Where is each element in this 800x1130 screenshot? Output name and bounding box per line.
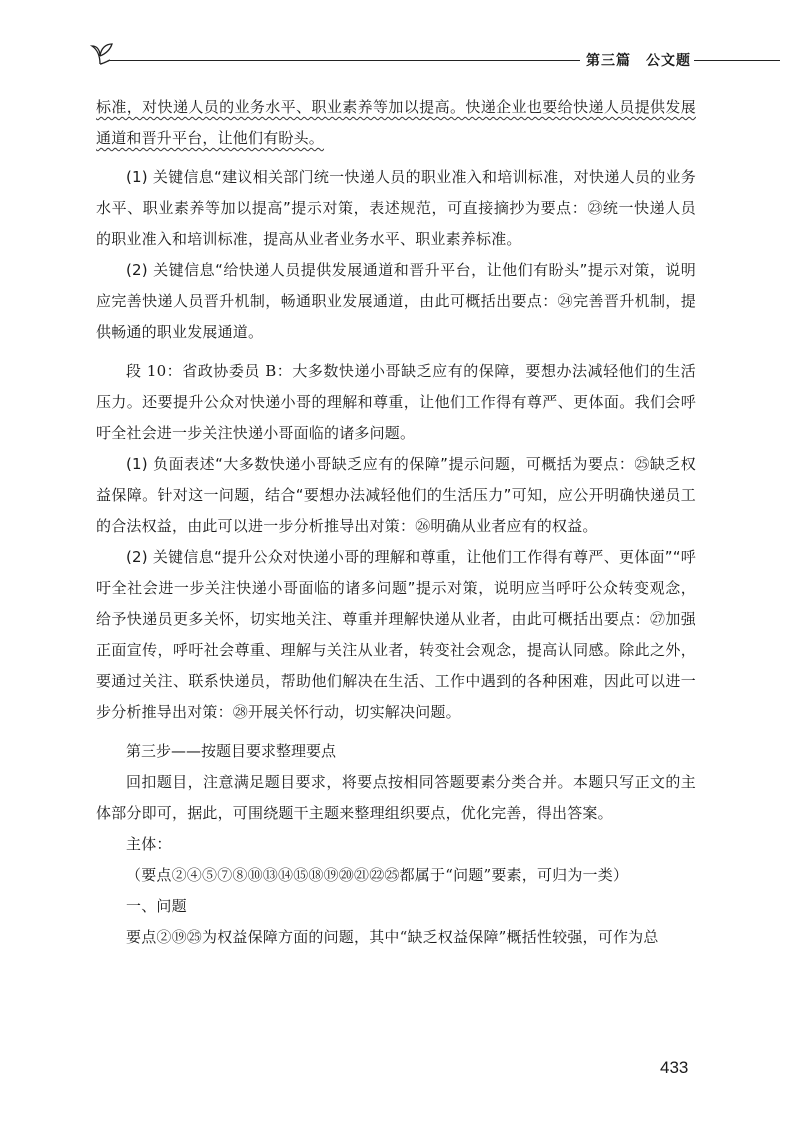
paragraph-quote-continuation: 标准，对快递人员的业务水平、职业素养等加以提高。快递企业也要给快递人员提供发展通道和晋升平台，让他们有盼头。 [96, 98, 696, 147]
leaf-ornament-icon [88, 38, 114, 68]
section-title: 第三篇 公文题 [586, 53, 691, 69]
document-body [96, 92, 696, 953]
step-heading: 第三步——按题目要求整理要点 [126, 742, 337, 760]
running-header [88, 38, 780, 78]
paragraph-section-10: 段 10：省政协委员 B：大多数快递小哥缺乏应有的保障，要想办法减轻他们的生活压力。还要提升公众对快递小哥的理解和尊重，让他们工作得有尊严、更体面。我们会呼吁全社会进一步关注快递小哥面临的诸多问题。 [96, 362, 696, 442]
paragraph-analysis-2: (2) 关键信息“给快递人员提供发展通道和晋升平台，让他们有盼头”提示对策，说明应完善快递人员晋升机制，畅通职业发展通道，由此可概括出要点：㉔完善晋升机制，提供畅通的职业发展通道。 [96, 261, 696, 341]
paragraph-analysis-3: (1) 负面表述“大多数快递小哥缺乏应有的保障”提示问题，可概括为要点：㉕缺乏权益保障。针对这一问题，结合“要想办法减轻他们的生活压力”可知，应公开明确快递员工的合法权益，由此可以进一步分析推导出对策：㉖明确从业者应有的权益。 [96, 455, 696, 535]
header-rule-right [694, 60, 780, 61]
paragraph-points-note: （要点②④⑤⑦⑧⑩⑬⑭⑮⑱⑲⑳㉑㉒㉕都属于“问题”要素，可归为一类） [126, 866, 629, 884]
paragraph-step3-intro: 回扣题目，注意满足题目要求，将要点按相同答题要素分类合并。本题只写正文的主体部分即可，据此，可围绕题干主题来整理组织要点，优化完善，得出答案。 [96, 773, 696, 822]
paragraph-problem-heading: 一、问题 [126, 897, 187, 915]
paragraph-main-label: 主体： [126, 835, 172, 853]
paragraph-analysis-4: (2) 关键信息“提升公众对快递小哥的理解和尊重，让他们工作得有尊严、更体面”“呼吁全社会进一步关注快递小哥面临的诸多问题”提示对策，说明应当呼吁公众转变观念，给予快递员更多关怀，切实地关注、尊重并理解快递从业者，由此可概括出要点：㉗加强正面宣传，呼吁社会尊重、理解与关注从业者，转变社会观念，提高认同感。除此之外，要通过关注、联系快递员，帮助他们解决在生活、工作中遇到的各种困难，因此可以进一步分析推导出对策：㉘开展关怀行动，切实解决问题。 [96, 548, 696, 721]
page-number: 433 [660, 1058, 689, 1077]
header-rule-left [110, 60, 580, 61]
paragraph-problem-text: 要点②⑲㉕为权益保障方面的问题，其中“缺乏权益保障”概括性较强，可作为总 [126, 928, 659, 946]
paragraph-analysis-1: (1) 关键信息“建议相关部门统一快递人员的职业准入和培训标准，对快递人员的业务水平、职业素养等加以提高”提示对策，表述规范，可直接摘抄为要点：㉓统一快递人员的职业准入和培训标准，提高从业者业务水平、职业素养标准。 [96, 168, 696, 248]
